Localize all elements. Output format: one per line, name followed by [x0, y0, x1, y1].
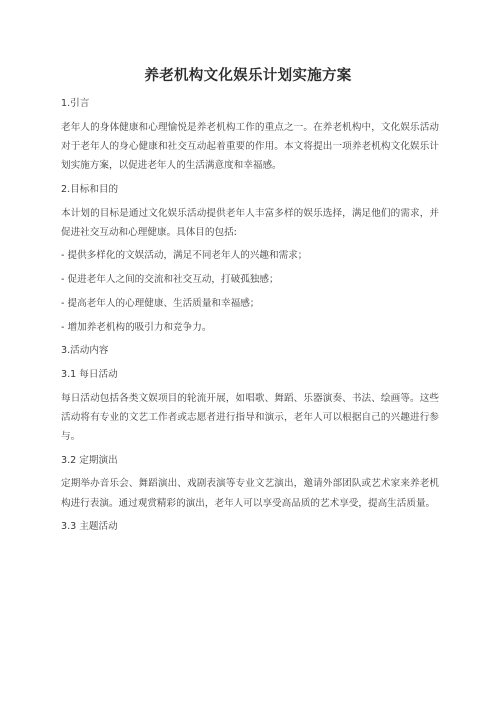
document-body: [61, 94, 439, 541]
goals-paragraph: 本计划的目标是通过文化娱乐活动提供老年人丰富多样的娱乐选择，满足他们的需求，并促进社交互动和心理健康。具体目的包括:: [61, 207, 439, 238]
subsection-heading-theme: 3.3 主题活动: [61, 521, 118, 533]
goal-item-1: - 提供多样化的文娱活动，满足不同老年人的兴趣和需求；: [61, 250, 308, 262]
goal-item-2: - 促进老年人之间的交流和社交互动，打破孤独感；: [61, 274, 279, 286]
goal-item-4: - 增加养老机构的吸引力和竞争力。: [61, 321, 212, 333]
section-heading-intro: 1.引言: [61, 98, 90, 109]
section-heading-activities: 3.活动内容: [61, 345, 109, 357]
daily-paragraph: 每日活动包括各类文娱项目的轮流开展，如唱歌、舞蹈、乐器演奏、书法、绘画等。这些活动将有专业的文艺工作者或志愿者进行指导和演示，老年人可以根据自己的兴趣进行参与。: [61, 392, 439, 443]
intro-paragraph: 老年人的身体健康和心理愉悦是养老机构工作的重点之一。在养老机构中，文化娱乐活动对于老年人的身心健康和社交互动起着重要的作用。本文将提出一项养老机构文化娱乐计划实施方案，以促进老年人的生活满意度和幸福感。: [61, 121, 439, 172]
subsection-heading-daily: 3.1 每日活动: [61, 368, 118, 380]
goal-item-3: - 提高老年人的心理健康、生活质量和幸福感；: [61, 297, 260, 309]
section-heading-goals: 2.目标和目的: [61, 183, 119, 195]
show-paragraph: 定期举办音乐会、舞蹈演出、戏剧表演等专业文艺演出，邀请外部团队或艺术家来养老机构进行表演。通过观赏精彩的演出，老年人可以享受高品质的艺术享受，提高生活质量。: [61, 478, 439, 509]
document-title: 养老机构文化娱乐计划实施方案: [144, 68, 352, 84]
subsection-heading-show: 3.2 定期演出: [61, 454, 118, 466]
